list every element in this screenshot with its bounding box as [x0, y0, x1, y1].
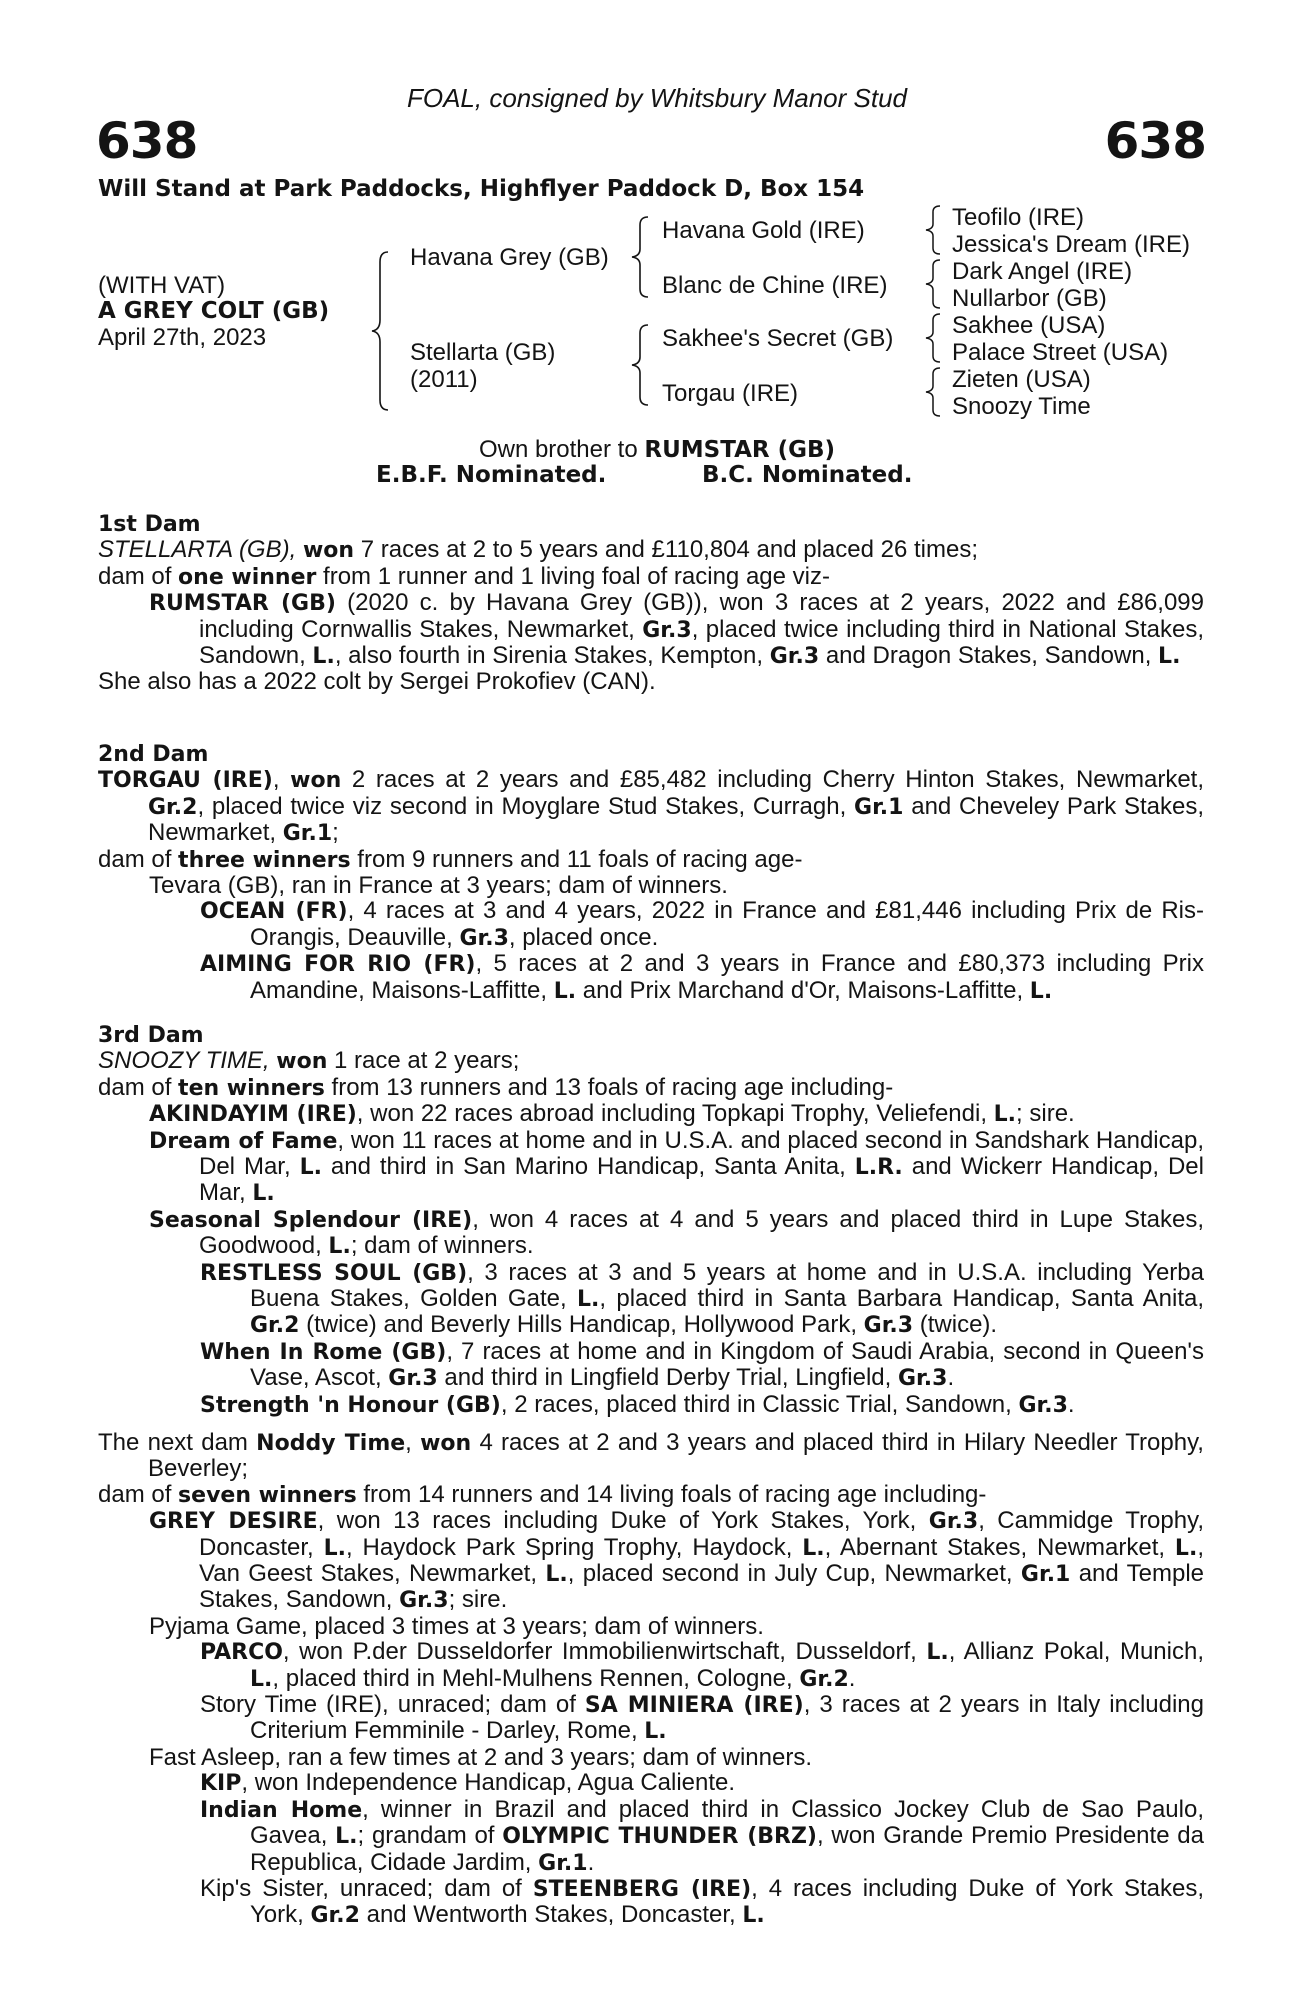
text: , won 13 races including Duke of York Stakes, York, [317, 1507, 929, 1535]
grade: L. [252, 1181, 275, 1207]
text: , 7 races at home and in Kingdom of Saudi Arabia, second in Queen's Vase, Ascot, [250, 1337, 1205, 1392]
text: , placed third in Santa Barbara Handicap, Santa Anita, [599, 1285, 1205, 1313]
lot-number-right: 638 [1104, 112, 1206, 170]
bold-text: seven winners [178, 1482, 357, 1508]
grade: Gr.3 [769, 644, 820, 670]
grade: L. [644, 1719, 667, 1745]
pedigree-brace-g3 [922, 312, 946, 364]
horse-name: KIP [200, 1771, 242, 1797]
produce-summary [98, 847, 1204, 873]
text: , won 22 races abroad including Topkapi Trophy, Veliefendi, [356, 1100, 994, 1128]
bold-text: won [302, 538, 355, 564]
produce-entry [98, 590, 1204, 669]
text: ; grandam of [357, 1822, 503, 1850]
grade: L. [299, 1155, 322, 1181]
ancestor-4: Nullarbor (GB) [952, 285, 1107, 312]
vat-note: (WITH VAT) [98, 272, 226, 299]
text: 4 races at 2 and 3 years and placed third in Hilary Needler Trophy, Beverley; [148, 1429, 1204, 1483]
text: , placed second in July Cup, Newmarket, [567, 1560, 1021, 1588]
text: , 2 races, placed third in Classic Trial, Sandown, [500, 1390, 1019, 1418]
horse-name: Seasonal Splendour (IRE) [149, 1207, 473, 1233]
horse-name: SA MINIERA (IRE) [584, 1693, 804, 1719]
own-brother-prefix: Own brother to [478, 436, 645, 463]
text: , 4 races at 3 and 4 years, 2022 in France and £81,446 including Prix de Ris-Orangis, Deauville, [250, 897, 1204, 951]
grade: L. [553, 978, 577, 1004]
text: . [947, 1364, 955, 1392]
dam: Stellarta (GB) [410, 339, 556, 366]
dam-record [98, 537, 1204, 563]
pedigree-brace-main [368, 250, 394, 412]
pedigree-brace-dam [628, 323, 654, 407]
produce-entry [98, 1260, 1204, 1339]
produce-entry [98, 1797, 1204, 1876]
dam-sire: Sakhee's Secret (GB) [662, 325, 894, 352]
produce-entry [98, 1639, 1204, 1692]
grade: Gr.2 [250, 1313, 300, 1339]
text: 2 races at 2 years and £85,482 including Cherry Hinton Stakes, Newmarket, [341, 766, 1205, 794]
own-brother-note [0, 436, 1314, 464]
text: from 13 runners and 13 foals of racing age including- [324, 1073, 894, 1101]
grade: L. [993, 1102, 1017, 1128]
text: Kip's Sister, unraced; dam of [200, 1874, 533, 1902]
text: , placed third in Mehl-Mulhens Rennen, Cologne, [272, 1664, 800, 1692]
ancestor-6: Palace Street (USA) [952, 339, 1169, 366]
produce-note: She also has a 2022 colt by Sergei Prokofiev (CAN). [98, 668, 656, 696]
grade: L. [545, 1562, 568, 1588]
section-heading: 1st Dam [98, 512, 201, 537]
produce-entry [98, 1128, 1204, 1207]
grade: L.R. [854, 1155, 903, 1181]
third-dam-section [98, 1023, 1204, 1418]
sire: Havana Grey (GB) [410, 244, 609, 271]
grade: Gr.2 [148, 794, 198, 820]
grade: Gr.3 [898, 1366, 948, 1392]
horse-name: PARCO [200, 1640, 283, 1666]
text: 1 race at 2 years; [327, 1047, 520, 1075]
horse-name: RESTLESS SOUL (GB) [200, 1260, 468, 1286]
grade: Gr.3 [399, 1588, 449, 1614]
bold-text: one winner [178, 564, 317, 590]
text: , won 4 races at 4 and 5 years and placed third in Lupe Stakes, Goodwood, [199, 1205, 1204, 1260]
pedigree-brace-g4 [922, 366, 946, 418]
ancestor-3: Dark Angel (IRE) [952, 258, 1133, 285]
grade: L. [577, 1287, 600, 1313]
text: dam of [98, 845, 179, 873]
text: (twice) and Beverly Hills Handicap, Hollywood Park, [299, 1311, 864, 1339]
consignment-line: FOAL, consigned by Whitsbury Manor Stud [406, 83, 907, 113]
dam-name: SNOOZY TIME, [98, 1047, 277, 1075]
produce-entry [98, 951, 1204, 1004]
text: (twice). [913, 1311, 998, 1339]
text: (2020 c. by Havana Grey (GB)), won 3 races at 2 years, 2022 and £86,099 including Cornwallis Stakes, Newmarket, [199, 589, 1205, 643]
text: , [272, 766, 291, 794]
dam-name: STELLARTA (GB), [98, 536, 303, 564]
grade: L. [250, 1666, 273, 1692]
text: and Wickerr Handicap, Del Mar, [199, 1153, 1204, 1207]
text: , placed once. [508, 923, 659, 951]
grade: Gr.2 [799, 1666, 849, 1692]
grade: L. [1174, 1535, 1198, 1561]
text: , winner in Brazil and placed third in Classico Jockey Club de Sao Paulo, Gavea, [250, 1795, 1204, 1850]
grade: L. [328, 1234, 351, 1260]
ebf-nominated: E.B.F. Nominated. [376, 462, 607, 488]
text: ; [332, 819, 339, 847]
first-dam-section [98, 512, 1204, 695]
grade: L. [1029, 978, 1053, 1004]
horse-name: GREY DESIRE [149, 1509, 318, 1535]
text: . [848, 1664, 856, 1692]
text: from 9 runners and 11 foals of racing age- [350, 845, 803, 873]
sire-dam: Blanc de Chine (IRE) [662, 272, 888, 299]
produce-summary [98, 1482, 1204, 1508]
ancestor-7: Zieten (USA) [952, 366, 1091, 393]
text: . [587, 1848, 595, 1876]
produce-entry [98, 1692, 1204, 1745]
horse-name: STEENBERG (IRE) [532, 1876, 752, 1902]
grade: L. [802, 1535, 825, 1561]
ancestor-8: Snoozy Time [952, 393, 1091, 420]
text: ; dam of winners. [350, 1232, 534, 1260]
dam-record [98, 1048, 1204, 1074]
stand-location: Will Stand at Park Paddocks, Highflyer Paddock D, Box 154 [98, 176, 865, 202]
grade: Gr.3 [388, 1366, 438, 1392]
text: , Abernant Stakes, Newmarket, [824, 1533, 1175, 1561]
produce-entry [98, 1207, 1204, 1260]
text: 7 races at 2 to 5 years and £110,804 and placed 26 times; [354, 536, 979, 564]
ancestor-5: Sakhee (USA) [952, 312, 1106, 339]
horse-name: OCEAN (FR) [200, 899, 348, 925]
horse-dob: April 27th, 2023 [98, 324, 267, 351]
produce-entry [98, 1101, 1204, 1127]
text: , Cammidge Trophy, Doncaster, [199, 1507, 1204, 1561]
horse-name: RUMSTAR (GB) [149, 591, 336, 617]
text: Story Time (IRE), unraced; dam of [200, 1691, 585, 1719]
bold-text: won [420, 1431, 472, 1456]
text: and Wentworth Stakes, Doncaster, [359, 1901, 743, 1929]
grade: L. [323, 1535, 346, 1561]
text: , 3 races at 3 and 5 years at home and in U.S.A. including Yerba Buena Stakes, Golden Gate, [250, 1258, 1204, 1313]
horse-name: Dream of Fame [149, 1128, 338, 1154]
own-brother-name: RUMSTAR (GB) [644, 437, 836, 463]
second-dam-section [98, 742, 1204, 1004]
pedigree-brace-sire [628, 215, 654, 299]
bc-nominated: B.C. Nominated. [702, 462, 913, 488]
text: , 5 races at 2 and 3 years in France and £80,373 including Prix Amandine, Maisons-Laffitte, [250, 950, 1204, 1004]
grade: Gr.1 [1020, 1562, 1071, 1588]
horse-name: A GREY COLT (GB) [98, 298, 330, 324]
grade: Gr.1 [854, 794, 904, 820]
horse-name: OLYMPIC THUNDER (BRZ) [502, 1824, 817, 1850]
text: , placed twice including third in National Stakes, Sandown, [199, 615, 1204, 670]
horse-name: AIMING FOR RIO (FR) [200, 952, 476, 978]
dam-year: (2011) [410, 366, 478, 393]
next-dam-section [98, 1430, 1204, 1929]
text: dam of [98, 1480, 179, 1508]
text: , Haydock Park Spring Trophy, Haydock, [345, 1533, 803, 1561]
horse-name: AKINDAYIM (IRE) [149, 1102, 357, 1128]
text: ; sire. [448, 1586, 508, 1614]
bold-text: won [276, 1049, 328, 1075]
grade: Gr.3 [863, 1313, 914, 1339]
produce-entry [98, 1770, 1204, 1796]
text: and Cheveley Park Stakes, Newmarket, [148, 792, 1204, 847]
bold-text: three winners [178, 847, 351, 873]
text: , won P.der Dusseldorfer Immobilienwirtschaft, Dusseldorf, [282, 1638, 927, 1666]
grade: Gr.2 [310, 1903, 360, 1929]
dam-dam: Torgau (IRE) [662, 380, 799, 407]
produce-entry [98, 1508, 1204, 1614]
text: , [405, 1429, 421, 1456]
dam-record [98, 1430, 1204, 1482]
produce-entry: Tevara (GB), ran in France at 3 years; dam of winners. [149, 872, 728, 900]
text: , won Grande Premio Presidente da Republica, Cidade Jardim, [250, 1822, 1204, 1876]
text: ; sire. [1016, 1100, 1075, 1128]
dam-record [98, 767, 1204, 846]
grade: Gr.1 [282, 821, 333, 847]
bold-text: ten winners [178, 1075, 325, 1101]
grade: L. [742, 1903, 765, 1929]
text: . [1067, 1390, 1075, 1418]
section-heading: 2nd Dam [98, 742, 209, 767]
text: , 3 races at 2 years in Italy including Criterium Femminile - Darley, Rome, [250, 1691, 1205, 1745]
ancestor-2: Jessica's Dream (IRE) [952, 231, 1190, 258]
produce-summary [98, 564, 1204, 590]
text: and Dragon Stakes, Sandown, [819, 642, 1159, 670]
text: , won Independence Handicap, Agua Caliente. [241, 1769, 736, 1797]
grade: L. [335, 1824, 358, 1850]
text: from 14 runners and 14 living foals of racing age including- [356, 1480, 987, 1508]
text: dam of [98, 1073, 179, 1101]
produce-summary [98, 1075, 1204, 1101]
section-heading: 3rd Dam [98, 1023, 204, 1048]
text: dam of [98, 562, 179, 590]
text: , Van Geest Stakes, Newmarket, [199, 1533, 1204, 1588]
text: , 4 races including Duke of York Stakes, York, [250, 1874, 1205, 1929]
produce-entry [98, 1392, 1204, 1418]
grade: Gr.1 [538, 1850, 588, 1876]
text: from 1 runner and 1 living foal of racing age viz- [316, 562, 830, 590]
pedigree-brace-g1 [922, 204, 946, 256]
grade: L. [926, 1640, 949, 1666]
produce-entry [98, 1876, 1204, 1929]
grade: Gr.3 [642, 617, 692, 643]
text: , also fourth in Sirenia Stakes, Kempton, [334, 642, 770, 670]
grade: Gr.3 [459, 925, 509, 951]
text: The next dam [98, 1429, 257, 1456]
bold-text: won [290, 768, 342, 794]
dam-name: Noddy Time [256, 1431, 406, 1456]
dam-name: TORGAU (IRE) [98, 768, 273, 794]
produce-entry: Fast Asleep, ran a few times at 2 and 3 years; dam of winners. [149, 1743, 812, 1771]
produce-entry: Pyjama Game, placed 3 times at 3 years; dam of winners. [149, 1612, 764, 1640]
grade: L. [1158, 644, 1181, 670]
sire-sire: Havana Gold (IRE) [662, 217, 865, 244]
ancestor-1: Teofilo (IRE) [952, 204, 1085, 231]
text: , Allianz Pokal, Munich, [948, 1638, 1204, 1666]
produce-entry [98, 898, 1204, 951]
horse-name: Indian Home [200, 1797, 363, 1823]
grade: L. [312, 644, 335, 670]
text: and Temple Stakes, Sandown, [199, 1560, 1204, 1614]
grade: Gr.3 [1018, 1392, 1068, 1418]
produce-entry [98, 1339, 1204, 1392]
text: and third in Lingfield Derby Trial, Lingfield, [437, 1364, 898, 1392]
horse-name: When In Rome (GB) [200, 1339, 447, 1365]
text: , placed twice viz second in Moyglare Stud Stakes, Curragh, [197, 792, 855, 820]
text: , won 11 races at home and in U.S.A. and placed second in Sandshark Handicap, Del Mar, [199, 1126, 1204, 1181]
text: and third in San Marino Handicap, Santa Anita, [321, 1153, 855, 1181]
pedigree-brace-g2 [922, 258, 946, 310]
horse-name: Strength 'n Honour (GB) [200, 1392, 501, 1418]
text: and Prix Marchand d'Or, Maisons-Laffitte, [576, 976, 1030, 1004]
grade: Gr.3 [928, 1509, 979, 1535]
lot-number-left: 638 [96, 112, 198, 170]
